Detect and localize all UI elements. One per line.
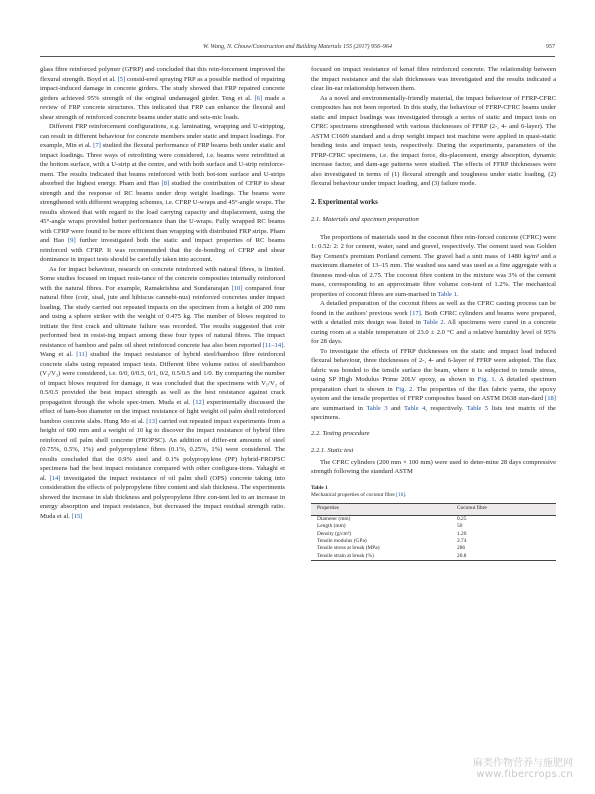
table-row	[311, 545, 556, 552]
paragraph-text: and	[387, 404, 404, 412]
citation-link[interactable]: [7]	[93, 142, 101, 149]
citation-link[interactable]: Table 2	[423, 319, 444, 326]
watermark-line-2: www.fibercrops.cn	[476, 769, 573, 780]
section-heading: 2. Experimental works	[311, 198, 378, 206]
paragraph-text: . Both CFRC cylinders and beams were prepared, with a detailed mix design was listed in	[311, 309, 556, 326]
body-paragraph	[311, 347, 556, 423]
body-paragraph	[40, 122, 285, 265]
paragraph-text: A detailed preparation of the coconut fibres as well as the CFRC casting process can be found in the authors' previous work	[311, 300, 556, 317]
page-number: 957	[546, 44, 555, 50]
paragraph-text: As a novel and environmentally-friendly material, the impact behaviour of FFRP-CFRC composites has not been reported. In this study, the behaviour of FFRP-CFRC beams under static and impact loadings was investigated through a series of static and impact tests on CFRC specimens strengthened with various thicknesses of FFRP (2-, 4- and 6-layer). The ASTM C1609 standard and a drop weight impact test machine were applied in quasi-static bending tests and impact tests, respectively. During the experiments, parameters of the FFRP-CFRC specimens, i.e. the impact force, dis-placement, energy absorption, dynamic increase factor, and dam-age patterns were studied. The effects of FFRP thicknesses were also investigated in terms of (1) flexural strength and toughness under static loading, (2) flexural behaviour under impact loading, and (3) failure mode.	[311, 94, 556, 187]
paragraph-text: consid-ered spraying FRP as a possible method of repairing impact-induced damage in concrete girders. The study showed that FRP repaired concrete girders achieved 95% strength of the original undamaged girder. Teng et al.	[40, 75, 285, 102]
paragraph-text: . A detailed specimen preparation chart is shown in	[311, 376, 556, 393]
paragraph-text: The CFRC cylinders (200 mm × 100 mm) were used to deter-mine 28 days compressive strength following the standard ASTM	[311, 458, 556, 475]
table-header-row	[311, 504, 556, 515]
citation-link[interactable]: Table 1	[437, 290, 457, 298]
table-cell: Tensile stress at break (MPa)	[317, 545, 380, 552]
watermark-line-1: 麻类作物营养与施肥网	[473, 758, 573, 769]
citation-link[interactable]: Fig. 1	[477, 376, 495, 383]
citation-link[interactable]: Fig. 2	[395, 385, 413, 393]
paragraph-text: studied the contribution of CFRP to shear strength and the response of RC beams under drop weight loadings. The beams were strengthened with different wrapping schemes, i.e. CFRP U-wraps and 45°-angle wraps. The results showed that with regard to the load carrying capacity and displacement, using the 45°-angle wraps provided better performance than the U-wraps. Fully wrapped RC beams with CFRP were found to be more efficient than wrapping with distributed FRP strips. Pham and Hao	[40, 180, 286, 244]
body-paragraph	[311, 94, 556, 189]
body-paragraph	[40, 265, 285, 522]
citation-link[interactable]: Table 4	[403, 404, 426, 412]
citation-link[interactable]: [10]	[231, 284, 243, 292]
table-row	[311, 523, 556, 530]
table-cell: 1.20	[457, 530, 467, 537]
citation-link[interactable]: [11]	[76, 351, 87, 358]
citation-link[interactable]: [15]	[71, 512, 83, 520]
table-caption-end: .	[405, 491, 407, 498]
table-cell: Length (mm)	[317, 523, 346, 530]
citation-link[interactable]: [5]	[117, 75, 126, 83]
running-title: W. Wang, N. Chouw/Construction and Building Materials 155 (2017) 956–964	[203, 44, 392, 50]
paragraph-text: .	[456, 290, 459, 298]
body-paragraph	[311, 458, 556, 477]
subsection-heading: 2.1. Materials and specimen preparation	[311, 216, 419, 223]
table-cell: 20.8	[457, 552, 467, 559]
table-cell: 0.25	[457, 515, 467, 522]
citation-link[interactable]: [6]	[254, 94, 263, 102]
paragraph-text: , respectively.	[425, 404, 467, 412]
table-cell: 50	[457, 523, 463, 530]
table-cell: Tensile modulus (GPa)	[317, 537, 367, 544]
table-caption	[311, 492, 556, 499]
paragraph-text: lists test matrix of the specimens.	[311, 404, 556, 421]
citation-link[interactable]: [17]	[409, 309, 421, 317]
paragraph-text: . Wang et al.	[40, 341, 285, 358]
table-cell: Diameter (mm)	[317, 515, 351, 522]
paragraph-text: studied the flexural performance of FRP beams both under static and impact loadings. Three ways of retrofitting were considered, i.e. beams were retrofitted at the bottom surface, with a U-strip at the centre, and with both surface and U-strip reinforce-ment. The results indicated that beams reinforced with both bot-tom surface and U-strips absorbed the highest energy. Pham and Hao	[40, 142, 285, 187]
paragraph-text: . The properties of the flax fabric yarns, the epoxy system and the tensile properties of FFRP composites based on ASTM D638 stan-dard	[311, 385, 556, 402]
subsection-heading: 2.2. Testing procedure	[311, 429, 370, 437]
citation-link[interactable]: Table 3	[366, 404, 388, 412]
body-paragraph	[311, 299, 556, 347]
paragraph-text: The proportions of materials used in the coconut fibre rein-forced concrete (CFRC) were 1: 0.52: 2: 2 for cement, water, sand and gravel, respectively. The cement used was Golden Bay Cement's premium Portland cement. The gravel had a unit mass of 1480 kg/m³ and a maximum diameter of 13–15 mm. The washed sea sand was used as a fine aggregate with a fineness mod-ulus of 2.75. The coconut fibre content in the mixture was 3% of the cement mass, corresponding to an approximate fibre volume con-tent of 1.2%. The mechanical properties of coconut fibres are sum-marised in	[311, 233, 556, 298]
table-header-cell: Properties	[317, 505, 339, 512]
subsubsection-heading: 2.2.1. Static test	[311, 447, 354, 454]
properties-table	[311, 503, 556, 561]
right-column	[311, 65, 556, 561]
body-paragraph	[311, 65, 556, 94]
paragraph-text: compared four natural fibre (coir, sisal, jute and hibiscus cannebi-nus) reinforced concretes under impact loading. The study carried out repeated impacts on the specimen from a height of 200 mm and using a sphere striker with the weight of 0.475 kg. The number of blows required to initiate the first crack and ultimate failure was recorded. The results suggested that coir performed best in resist-ing impact among these four types of natural fibres. The impact resistance of bamboo and palm oil sheet reinforced concrete has also been reported	[40, 284, 286, 349]
paragraph-text: further investigated both the static and impact properties of RC beams reinforced with CFRP. It was recommended that the de-bonding of CFRP and shear dominance in impact tests should be carefully taken into account.	[40, 237, 285, 263]
paragraph-text: experimentally discussed the effect of bam-boo diameter on the impact resistance of light weight oil palm shell reinforced bamboo concrete slabs. Hung Mo et al.	[40, 398, 285, 425]
paragraph-text: . All specimens were cured in a concrete curing room at a stable temperature of 23.0 ± 2.0 °C and a relative humidity level of 95% for 28 days.	[311, 319, 557, 345]
table-row	[311, 515, 556, 523]
paragraph-text: Different FRP reinforcement configurations, e.g. laminating, wrapping and U-stripping, can result in different behaviour for concrete members under static and impact loadings. For example, Min et al.	[40, 123, 285, 149]
citation-link[interactable]: [13]	[146, 417, 158, 425]
table-caption-text: Mechanical properties of coconut fibre	[311, 491, 397, 498]
table-1	[311, 485, 556, 562]
table-header-cell: Coconut fibre	[457, 505, 487, 512]
table-row	[311, 553, 556, 561]
table-caption-ref[interactable]: [16]	[396, 491, 406, 498]
paragraph-text: focused on impact resistance of kenaf fibre reinforced concrete. The relationship between the impact resistance and the slab thicknesses was investigated and the results indicated a clear lin-ear relationship between them.	[311, 66, 556, 92]
table-cell: Tensile strain at break (%)	[317, 552, 374, 559]
header-rule	[40, 56, 555, 57]
citation-link[interactable]: [18]	[545, 395, 556, 402]
watermark	[473, 754, 573, 780]
table-cell: 2.74	[457, 537, 467, 544]
paragraph-text: carried out repeated impact experiments from a height of 600 mm and a weight of 10 kg to discover the impact resistance of hybrid fibre reinforced oil palm shell concrete (FROPSC). An addition of differ-ent amounts of steel (0.75%, 0.5%, 1%) and polypropylene fibres (0.1%, 0.25%, 1%) were considered. The results concluded that the 0.9% steel and 0.1% polypropylene (PP) hybrid-FROPSC specimens had the best impact resistance compared with other configura-tions. Yahaghi et al.	[40, 417, 285, 482]
paragraph-text: studied the impact resistance of hybrid steel/bamboo fibre reinforced concrete slabs using repeated impact tests. Different fibre volume ratios of steel/bamboo (V₁/V₂) were considered, i.e. 0/0, 0/0.5, 0/1, 0/2, 0.5/0.5 and 1/0. By comparing the number of impact blows required for damage, it was concluded that the specimens with V₁/V₂ of 0.5/0.5 provided the best impact strength as well as the best resistance against crack propagation through the whole spec-imen. Muda et al.	[40, 351, 286, 406]
citation-link[interactable]: [14]	[49, 474, 61, 482]
body-paragraph	[40, 65, 285, 122]
table-row	[311, 531, 556, 538]
table-cell: 286	[457, 545, 466, 552]
body-paragraph	[311, 233, 556, 300]
running-header	[40, 44, 555, 56]
paragraph-text: To investigate the effects of FFRP thicknesses on the static and impact load induced flexural behaviour, three thicknesses of 2-, 4- and 6-layer of FFRP were adopted. The flax fabric was bonded to the tensile surface the beam, where it is subjected to tensile stress, using SP High Modulus Prime 20LV epoxy, as shown in	[311, 347, 556, 383]
table-cell: Density (g/cm³)	[317, 530, 352, 537]
table-label: Table 1	[311, 484, 328, 491]
paragraph-text: glass fibre reinforced polymer (GFRP) and concluded that this rein-forcement improved the flexural strength. Boyd et al.	[40, 66, 285, 83]
citation-link[interactable]: [9]	[67, 237, 76, 244]
citation-link[interactable]: Table 5	[466, 404, 489, 412]
citation-link[interactable]: [8]	[161, 180, 170, 187]
left-column	[40, 65, 285, 521]
citation-link[interactable]: [12]	[193, 398, 205, 406]
paragraph-text: As for impact behaviour, research on concrete reinforced with natural fibres, is limited. Some studies focused on impact resis-tance of the concrete composites internally reinforced with the natural fibres. For example, Ramakrishna and Sundararajan	[40, 265, 285, 292]
citation-link[interactable]: [11–14]	[262, 341, 284, 349]
paragraph-text: are summarised in	[311, 404, 367, 412]
paragraph-text: made a review of FRP concrete structures. This indicated that FRP can enhance the flexural and shear strength of reinforced concrete beams under static and seis-mic loads.	[40, 94, 285, 121]
paragraph-text: investigated the impact resistance of oil palm shell (OPS) concrete taking into consideration the effects of polypropylene fibre content and slab thickness. The experiments showed the increase in slab thickness and polypropylene fibre con-tent led to an increase in energy absorption and impact resistance, but decreased the impact residual strength ratio. Muda et al.	[40, 474, 285, 520]
